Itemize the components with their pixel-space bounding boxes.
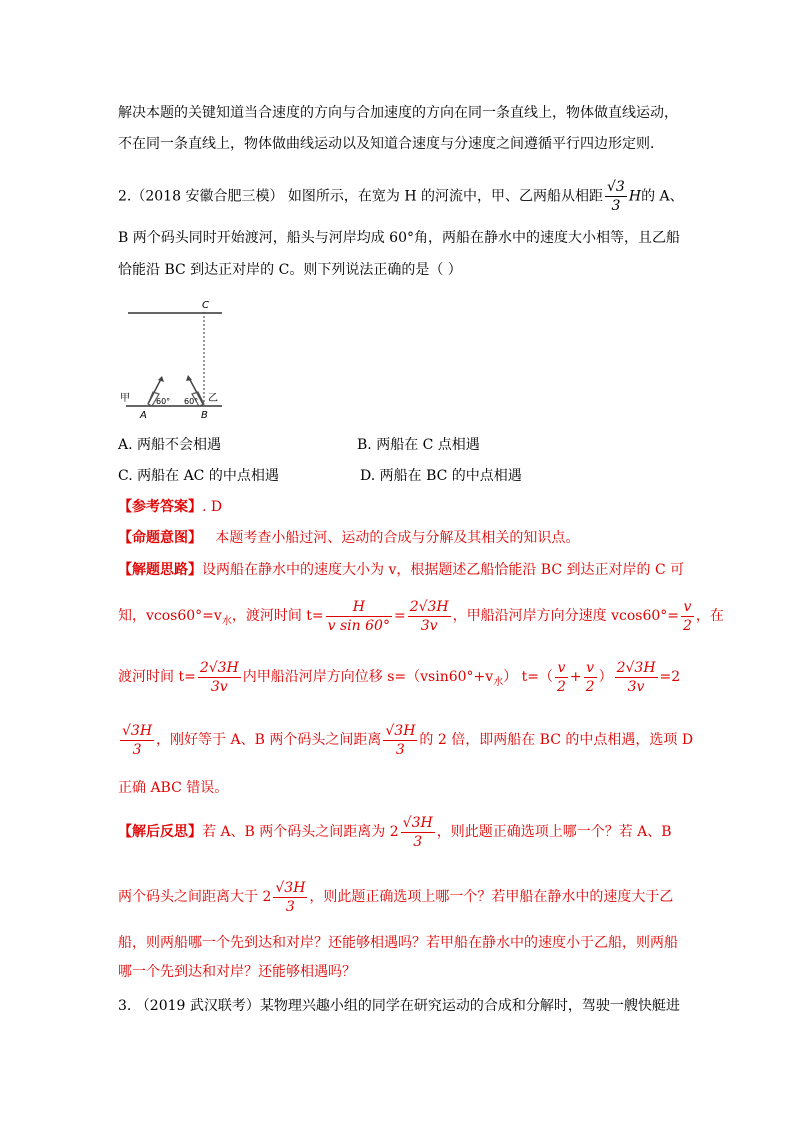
reflection-tag: 【解后反思】 [118, 824, 202, 840]
answer-value: . D [202, 499, 223, 515]
q2-source: （2018 安徽合肥三模） [131, 188, 284, 205]
fraction-root3h-over-3-a: $\frac{√3H}{3}$ [122, 722, 153, 758]
intro-line-2: 不在同一条直线上，物体做曲线运动以及知道合速度与分速度之间遵循平行四边形定则． [118, 136, 664, 152]
fraction-reflection-b: $\frac{√3H}{3}$ [275, 879, 306, 915]
option-a[interactable]: A. 两船不会相遇 [118, 437, 222, 453]
q3-line-1: 3. （2019 武汉联考）某物理兴趣小组的同学在研究运动的合成和分解时，驾驶一艘快艇进 [118, 998, 680, 1014]
intro-line-1: 解决本题的关键知道当合速度的方向与合加速度的方向在同一条直线上，物体做直线运动， [118, 105, 678, 121]
solution-line-5: 正确 ABC 错误。 [118, 780, 229, 796]
label-b: B [201, 410, 208, 420]
solution-line-1 [118, 560, 684, 580]
fraction-t: $\frac{2√3H}{3v}$ [199, 659, 239, 695]
fraction-2root3h-over-3v: $\frac{2√3H}{3v}$ [409, 598, 449, 634]
intent-text: 本题考查小船过河、运动的合成与分解及其相关的知识点。 [215, 530, 580, 546]
q2-stem-b: 的 A、 [641, 188, 684, 205]
answer-tag: 【参考答案】 [118, 499, 202, 515]
label-a: A [140, 410, 147, 420]
reflection-line-2: 两个码头之间距离大于 2 $\frac{√3H}{3}$ ，则此题正确选项上哪一个？若甲船在静水中的速度大于乙 [118, 879, 674, 915]
solution-text-1: 设两船在静水中的速度大小为 v，根据题述乙船恰能沿 BC 到达正对岸的 C 可 [202, 562, 685, 578]
q2-stem-line-2: B 两个码头同时开始渡河，船头与河岸均成 60°角，两船在静水中的速度大小相等，且乙船 [118, 230, 681, 246]
fraction-v-over-2: $\frac{v}{2}$ [683, 598, 692, 634]
fraction-reflection-a: $\frac{√3H}{3}$ [402, 814, 433, 850]
answer-line [118, 497, 222, 517]
reflection-line-1: 【解后反思】若 A、B 两个码头之间距离为 2 $\frac{√3H}{3}$ ，则此题正确选项上哪一个？若 A、B [118, 814, 672, 850]
q2-number: 2. [118, 188, 132, 205]
option-c[interactable]: C. 两船在 AC 的中点相遇 [118, 468, 279, 484]
angle-b: 60° [184, 397, 199, 406]
solution-line-2: 知，$vcos60^\circ=v_水$，渡河时间 t= $\frac{H}{\text{v sin 60°}}$ = $\frac{2√3H}{3v}$ ，甲船沿河岸方向分速度 vcos60°= $\frac{v}{2}$ ，在 [118, 598, 724, 634]
option-d[interactable]: D. 两船在 BC 的中点相遇 [360, 468, 522, 484]
option-b[interactable]: B. 两船在 C 点相遇 [357, 437, 480, 453]
intent-tag: 【命题意图】 [118, 530, 202, 546]
label-jia: 甲 [120, 393, 130, 404]
intent-line [118, 528, 579, 548]
fraction-root3h-over-3-b: $\frac{√3H}{3}$ [385, 722, 416, 758]
solution-line-3: 渡河时间 t= $\frac{2√3H}{3v}$ 内甲船沿河岸方向位移 $s=(vsin60^\circ+v_水)$ t=（ $\frac{v}{2}$ + $\frac{v}{2}$ ） $\frac{2√3H}{3v}$ =2 [118, 659, 681, 695]
reflection-line-3: 船，则两船哪一个先到达和对岸？还能够相遇吗？若甲船在静水中的速度小于乙船，则两船 [118, 935, 678, 951]
angle-a: 60° [156, 397, 171, 406]
label-c: C [202, 300, 209, 311]
fraction-v2-b: $\frac{v}{2}$ [585, 659, 595, 695]
q2-stem-line-1 [118, 178, 684, 215]
solution-tag: 【解题思路】 [118, 562, 202, 578]
q2-stem-fraction: $\frac{√3}{3}$ [607, 179, 625, 214]
q2-stem-line-3: 恰能沿 BC 到达正对岸的 C。则下列说法正确的是（ ） [118, 262, 462, 278]
q2-stem-a: 如图所示，在宽为 H 的河流中，甲、乙两船从相距 [287, 188, 604, 205]
fraction-h-over-vsin60: $\frac{H}{\text{v sin 60°}}$ [327, 598, 390, 634]
label-yi: 乙 [208, 393, 218, 404]
q2-stem-var: H [628, 188, 642, 205]
river-crossing-figure [118, 294, 228, 420]
fraction-t-2: $\frac{2√3H}{3v}$ [616, 659, 656, 695]
fraction-v2-a: $\frac{v}{2}$ [557, 659, 566, 695]
reflection-line-4: 哪一个先到达和对岸？还能够相遇吗？ [118, 964, 356, 980]
solution-line-4: $\frac{√3H}{3}$ ，刚好等于 A、B 两个码头之间距离 $\frac{√3H}{3}$ 的 2 倍，即两船在 BC 的中点相遇，选项 D [122, 722, 694, 758]
